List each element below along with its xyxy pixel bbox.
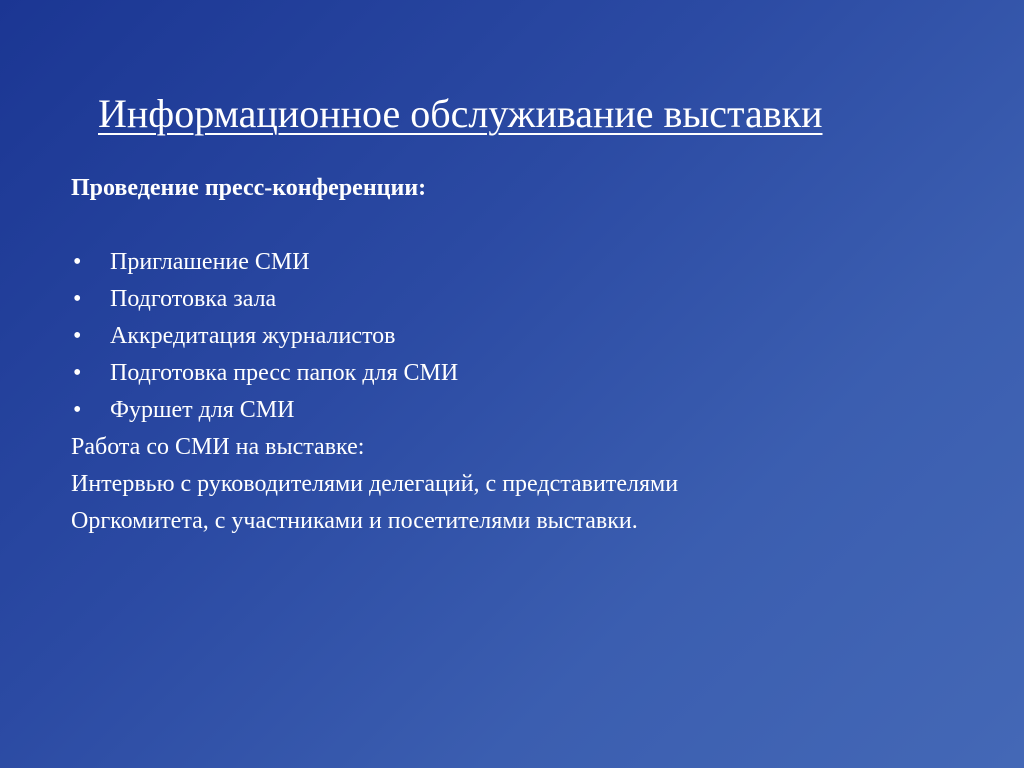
bullet-item — [71, 355, 971, 392]
slide-title: Информационное обслуживание выставки — [98, 91, 823, 136]
paragraph-interviews-line-2: Оргкомитета, с участниками и посетителями выставки. — [71, 508, 638, 534]
bullet-item-label: Подготовка зала — [110, 286, 277, 312]
bullet-item-label: Аккредитация журналистов — [110, 323, 396, 349]
bullet-icon: • — [73, 249, 82, 275]
bullet-icon: • — [73, 397, 82, 423]
bullet-icon: • — [73, 323, 82, 349]
bullet-item — [71, 392, 971, 429]
slide-content — [71, 170, 971, 540]
bullet-icon: • — [73, 360, 82, 386]
bullet-item-label: Приглашение СМИ — [110, 249, 310, 275]
paragraph-interviews-line-1: Интервью с руководителями делегаций, с представителями — [71, 471, 679, 497]
bullet-item — [71, 318, 971, 355]
paragraph-media-work: Работа со СМИ на выставке: — [71, 434, 365, 460]
bullet-item — [71, 244, 971, 281]
bullet-item-label: Подготовка пресс папок для СМИ — [110, 360, 459, 386]
bullet-icon: • — [73, 286, 82, 312]
spacer — [71, 207, 971, 244]
bullet-item — [71, 281, 971, 318]
bullet-item-label: Фуршет для СМИ — [110, 397, 295, 423]
section-heading-press-conference: Проведение пресс-конференции: — [71, 175, 427, 201]
bullet-list — [71, 244, 971, 429]
